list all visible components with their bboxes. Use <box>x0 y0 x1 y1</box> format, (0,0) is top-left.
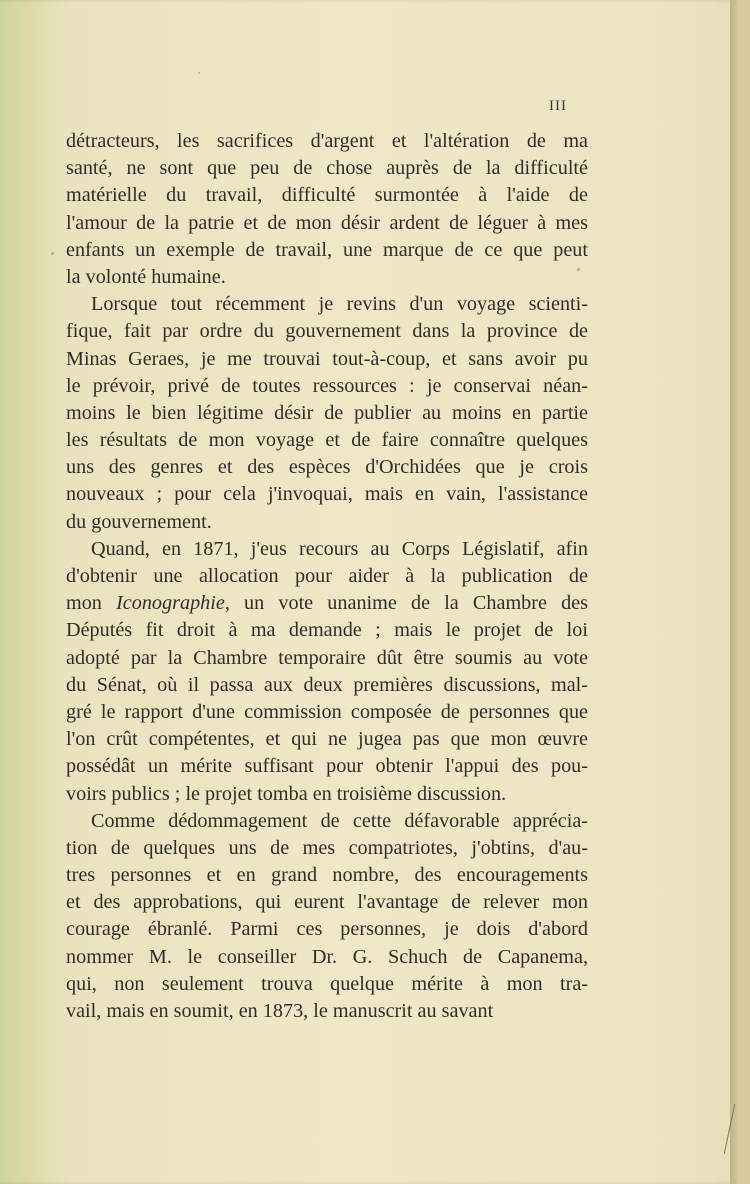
text-line: courage ébranlé. Parmi ces personnes, je dois d'abord <box>66 918 588 941</box>
book-title: Iconographie <box>116 592 225 615</box>
page-number: III <box>549 98 567 114</box>
text-line: matérielle du travail, difficulté surmontée à l'aide de <box>66 184 588 207</box>
text-line: qui, non seulement trouva quelque mérite à mon tra- <box>66 972 588 995</box>
text-line: l'on crût compétentes, et qui ne jugea pas que mon œuvre <box>66 728 588 751</box>
text-line: possédât un mérite suffisant pour obtenir l'appui des pou- <box>66 755 588 778</box>
paper-speck <box>577 268 580 271</box>
text-line: d'obtenir une allocation pour aider à la publication de <box>66 565 588 587</box>
text-line: du Sénat, où il passa aux deux premières discussions, mal- <box>66 673 588 696</box>
text-line: détracteurs, les sacrifices d'argent et l'altération de ma <box>66 130 588 152</box>
text-line: tres personnes et en grand nombre, des encouragements <box>66 864 588 887</box>
text-line: la volonté humaine. <box>66 265 226 288</box>
text-line: nouveaux ; pour cela j'invoquai, mais en vain, l'assistance <box>66 483 588 506</box>
text-line: Quand, en 1871, j'eus recours au Corps Législatif, afin <box>91 537 588 560</box>
text-line: santé, ne sont que peu de chose auprès de la difficulté <box>66 157 588 180</box>
paper-speck <box>51 252 54 255</box>
body-text <box>66 128 588 1025</box>
text-line: Lorsque tout récemment je revins d'un voyage scienti- <box>91 293 588 316</box>
text-line: tion de quelques uns de mes compatriotes, j'obtins, d'au- <box>66 836 588 859</box>
text-line: voirs publics ; le projet tomba en troisième discussion. <box>66 782 507 805</box>
text-line: du gouvernement. <box>66 510 212 533</box>
text-line: Minas Geraes, je me trouvai tout-à-coup, et sans avoir pu <box>66 347 588 370</box>
text-line: adopté par la Chambre temporaire dût être soumis au vote <box>66 646 588 669</box>
text-line: et des approbations, qui eurent l'avantage de relever mon <box>66 891 588 914</box>
text-line: moins le bien légitime désir de publier au moins en partie <box>66 401 588 424</box>
paper-speck <box>198 72 200 74</box>
text-line: les résultats de mon voyage et de faire connaître quelques <box>66 429 588 452</box>
text-line: l'amour de la patrie et de mon désir ardent de léguer à mes <box>66 211 588 234</box>
text-line: enfants un exemple de travail, une marque de ce que peut <box>66 238 588 261</box>
text-line: le prévoir, privé de toutes ressources : je conservai néan- <box>66 374 588 397</box>
text-line: gré le rapport d'une commission composée de personnes que <box>66 700 588 723</box>
text-line: mon Iconographie, un vote unanime de la Chambre des <box>66 592 588 615</box>
text-line: vail, mais en soumit, en 1873, le manuscrit au savant <box>66 1000 494 1022</box>
page-edge <box>730 0 740 1184</box>
text-line: Comme dédommagement de cette défavorable apprécia- <box>91 809 588 832</box>
text-line: nommer M. le conseiller Dr. G. Schuch de Capanema, <box>66 945 588 968</box>
text-line: Députés fit droit à ma demande ; mais le projet de loi <box>66 619 588 642</box>
text-line: uns des genres et des espèces d'Orchidées que je crois <box>66 456 588 479</box>
text-line: fique, fait par ordre du gouvernement dans la province de <box>66 320 588 343</box>
